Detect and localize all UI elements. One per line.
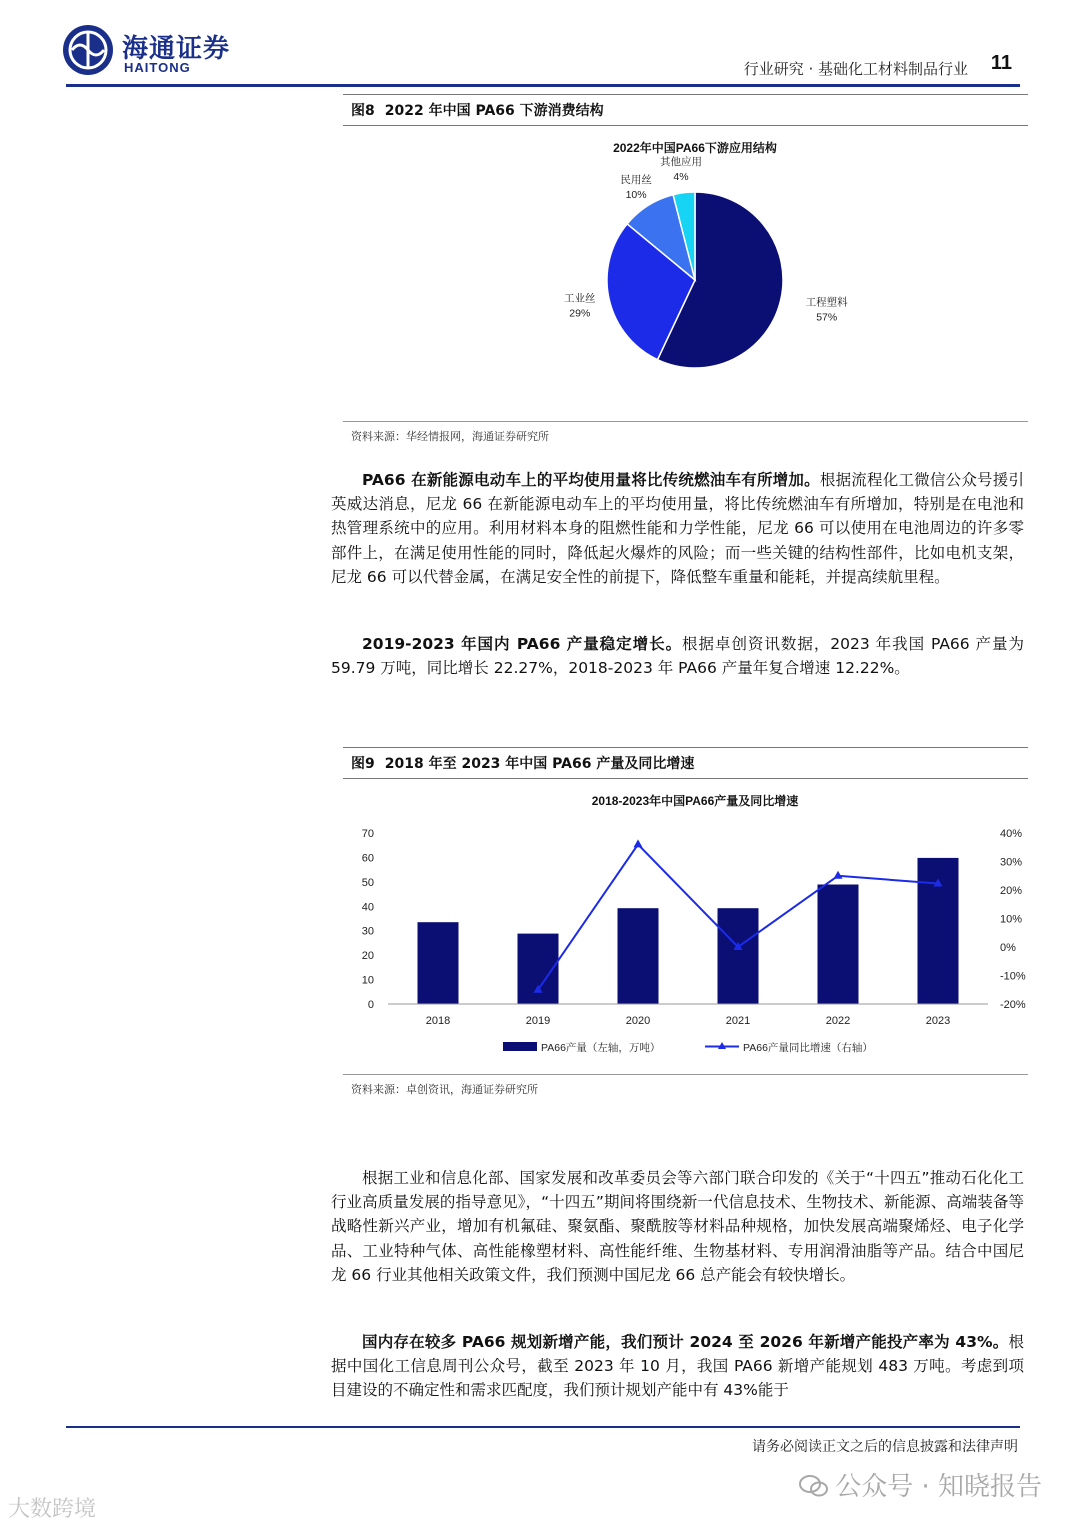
bar — [718, 908, 759, 1004]
bar — [818, 885, 859, 1005]
paragraph-production-growth — [331, 632, 1024, 680]
y-right-tick-label: -10% — [1000, 970, 1026, 983]
pie-slice-percent: 29% — [569, 307, 591, 320]
x-tick-label: 2020 — [625, 1015, 651, 1027]
x-tick-label: 2023 — [925, 1015, 951, 1027]
paragraph-ev-usage — [331, 468, 1024, 589]
figure9-title: 2018 年至 2023 年中国 PA66 产量及同比增速 — [384, 756, 695, 772]
figure9-source: 资料来源：卓创资讯，海通证券研究所 — [343, 1074, 1028, 1103]
y-right-tick-label: 30% — [1000, 856, 1023, 869]
legend-bar-label: PA66产量（左轴，万吨） — [541, 1042, 661, 1054]
y-left-tick-label: 30 — [361, 925, 374, 938]
haitong-emblem-icon — [60, 22, 116, 78]
wechat-icon — [799, 1474, 829, 1498]
y-right-tick-label: 10% — [1000, 913, 1023, 926]
paragraph-body: 根据流程化工微信公众号援引英威达消息，尼龙 66 在新能源电动车上的平均使用量，将比传统燃油车有所增加，特别是在电池和热管理系统中的应用。利用材料本身的阻燃性能和力学性能，尼龙 66 可以使用在电池周边的许多零部件上，在满足使用性能的同时，降低起火爆炸的风险；而一些关键的结构性部件，比如电机支架，尼龙 66 可以代替金属，在满足安全性的前提下，降低整车重量和能耗，并提高续航里程。 — [331, 471, 1024, 586]
report-category: 行业研究 · 基础化工材料制品行业 — [743, 60, 968, 78]
figure8-title: 2022 年中国 PA66 下游消费结构 — [384, 103, 604, 119]
combo-chart — [343, 778, 1028, 1073]
x-tick-label: 2018 — [425, 1015, 451, 1027]
figure8-number: 图8 — [351, 103, 375, 119]
paragraph-body: 根据中国化工信息周刊公众号，截至 2023 年 10 月，我国 PA66 新增产能规划 483 万吨。考虑到项目建设的不确定性和需求匹配度，我们预计规划产能中有 43%能于 — [331, 1333, 1024, 1400]
growth-point-marker — [834, 871, 843, 879]
pie-slice-percent: 4% — [673, 170, 689, 183]
y-right-tick-label: 0% — [1000, 942, 1016, 954]
paragraph-body: 根据工业和信息化部、国家发展和改革委员会等六部门联合印发的《关于“十四五”推动石化化工行业高质量发展的指导意见》，“十四五”期间将围绕新一代信息技术、生物技术、新能源、高端装备等战略性新兴产业，增加有机氟硅、聚氨酯、聚酰胺等材料品种规格，加快发展高端聚烯烃、电子化学品、工业特种气体、高性能橡塑材料、高性能纤维、生物基材料、专用润滑油脂等产品。结合中国尼龙 66 行业其他相关政策文件，我们预测中国尼龙 66 总产能会有较快增长。 — [331, 1169, 1024, 1284]
pie-slice-percent: 10% — [625, 189, 647, 202]
y-left-tick-label: 20 — [361, 950, 374, 963]
figure9-number: 图9 — [351, 756, 375, 772]
watermark-wechat — [799, 1466, 1042, 1503]
y-right-tick-label: -20% — [1000, 999, 1026, 1011]
logo-chinese-name: 海通证券 — [122, 34, 231, 64]
legend-line-label: PA66产量同比增速（右轴） — [743, 1042, 873, 1054]
x-tick-label: 2019 — [525, 1015, 551, 1027]
paragraph-capacity — [331, 1330, 1024, 1403]
legend-bar-swatch — [503, 1042, 537, 1051]
pie-slice-label: 其他应用 — [660, 155, 702, 168]
combo-chart-title: 2018-2023年中国PA66产量及同比增速 — [591, 794, 799, 808]
pie-chart — [343, 125, 1028, 420]
paragraph-lead: PA66 在新能源电动车上的平均使用量将比传统燃油车有所增加。 — [362, 471, 820, 489]
watermark-text: 大数跨境 — [8, 1497, 97, 1522]
paragraph-policy — [331, 1166, 1024, 1287]
paragraph-lead: 2019-2023 年国内 PA66 产量稳定增长。 — [362, 635, 683, 653]
y-left-tick-label: 70 — [361, 828, 374, 840]
logo-english-name: HAITONG — [124, 60, 191, 75]
company-logo — [60, 22, 260, 82]
y-left-tick-label: 40 — [361, 901, 374, 914]
header-rule — [66, 84, 1020, 87]
y-left-tick-label: 10 — [361, 974, 374, 987]
page-number: 11 — [990, 52, 1012, 74]
pie-slice-label: 民用丝 — [620, 174, 652, 187]
watermark-brand — [8, 1492, 96, 1523]
bar — [618, 908, 659, 1004]
figure8-caption — [343, 94, 1028, 126]
y-right-tick-label: 20% — [1000, 885, 1023, 897]
figure8-source: 资料来源：华经情报网，海通证券研究所 — [343, 421, 1028, 450]
y-left-tick-label: 0 — [367, 999, 374, 1011]
figure9-caption — [343, 747, 1028, 779]
x-tick-label: 2022 — [825, 1015, 851, 1027]
growth-point-marker — [634, 839, 643, 847]
watermark-text: 公众号 · 知晓报告 — [835, 1472, 1042, 1502]
pie-chart-title: 2022年中国PA66下游应用结构 — [613, 141, 777, 155]
pie-slice-label: 工程塑料 — [805, 296, 848, 309]
legal-disclaimer: 请务必阅读正文之后的信息披露和法律声明 — [752, 1439, 1018, 1455]
y-left-tick-label: 50 — [361, 876, 374, 889]
y-right-tick-label: 40% — [1000, 828, 1023, 840]
pie-slice-label: 工业丝 — [564, 292, 596, 305]
pie-slice-percent: 57% — [816, 311, 838, 324]
footer-rule — [66, 1426, 1020, 1428]
y-left-tick-label: 60 — [361, 852, 374, 865]
x-tick-label: 2021 — [725, 1015, 751, 1027]
bar — [418, 922, 459, 1004]
paragraph-lead: 国内存在较多 PA66 规划新增产能，我们预计 2024 至 2026 年新增产能投产率为 43%。 — [362, 1333, 1009, 1351]
paragraph-body: 根据卓创资讯数据，2023 年我国 PA66 产量为 59.79 万吨，同比增长 22.27%，2018-2023 年 PA66 产量年复合增速 12.22%。 — [331, 635, 1024, 678]
